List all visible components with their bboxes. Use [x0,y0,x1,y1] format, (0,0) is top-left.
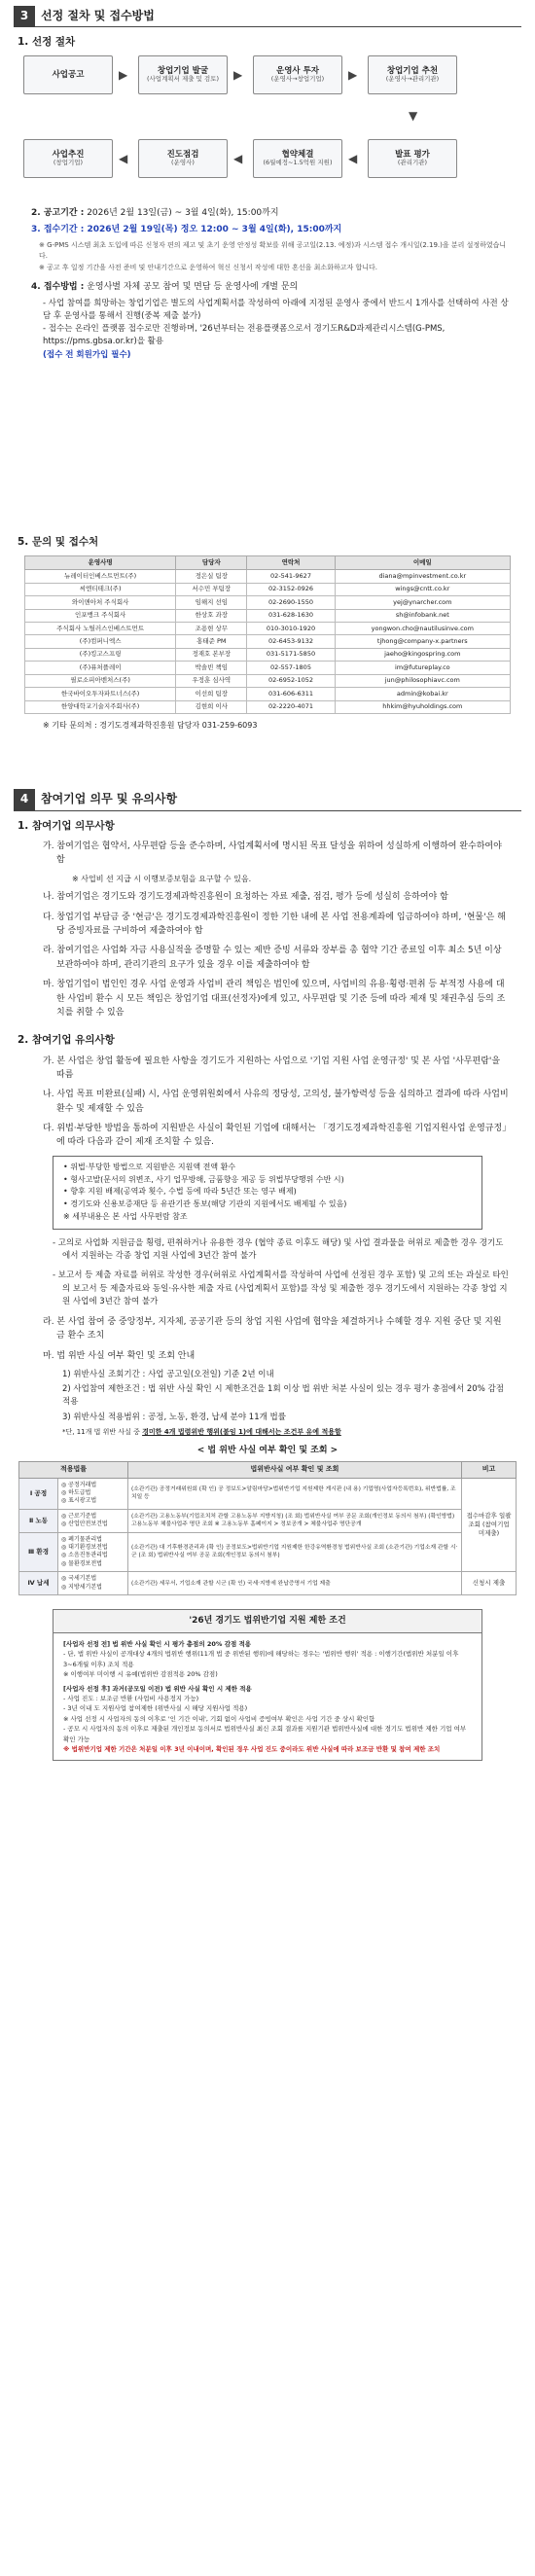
table-cell: 홍태준 PM [176,635,247,648]
flow-step: 운영사 투자 (운영사→창업기업) [253,55,342,94]
condition-line: ※ 사업 선정 시 사업자의 동의 이후로 '인 기간 이내', 기회 없이 사업비 증빙여부 확인은 사업 기간 중 상시 확인함 [63,1714,375,1723]
violation-check-table [18,1461,517,1595]
table-cell: 필로소피아벤처스(주) [25,674,176,687]
violation-table-title: < 법 위반 사실 여부 확인 및 조회 > [196,1445,339,1455]
numbered-item: 2) 사업참여 제한조건 : 법 위반 사실 확인 시 제한조건을 1회 이상 법 위반 처분 사실이 있는 경우 평가 총점에서 20% 감점 적용 [62,1384,504,1408]
table-row [25,648,511,661]
table-cell: 와이앤아처 주식회사 [25,596,176,609]
arrow-right-icon: ▶ [233,68,243,83]
table-cell: 02-3152-0926 [247,583,335,595]
column-header: 연락처 [247,555,335,569]
arrow-left-icon: ◀ [348,152,358,166]
column-header: 법위반사실 여부 확인 및 조회 [128,1461,462,1478]
condition-line: ※ 법위반기업 제한 기간은 처분일 이후 3년 이내이며, 확인된 경우 사업 진도 중이라도 위반 사실에 따라 보조금 반환 및 참여 제한 조치 [63,1744,441,1753]
table-cell: 031-606-6311 [247,688,335,700]
table-cell: 02-557-1805 [247,662,335,674]
contact-section-title: 5. 문의 및 접수처 [18,535,99,548]
sanction-line: ※ 세부내용은 본 사업 사무편람 참조 [63,1212,188,1222]
submission-period: 3. 접수기간 : 2026년 2월 19일(목) 정오 12:00 ~ 3월 4일(화), 15:00까지 [31,225,342,235]
table-cell: 김현희 이사 [176,700,247,713]
table-cell: 한양대학교기술지주회사(주) [25,700,176,713]
condition-line: - 사업 진도 : 보조금 반환 (사업비 사용정지 가능) [63,1694,199,1702]
table-header-row [25,555,511,569]
numbered-item: 1) 위반사실 조회기간 : 사업 공고일(오전일) 기준 2년 이내 [62,1370,274,1379]
sanction-line: • 형사고발(문서의 위변조, 사기 업무방해, 금품향응 제공 등 위법부당행위 수반 시) [63,1174,344,1184]
table-row [25,583,511,595]
table-row [25,570,511,583]
table-cell: 02-6952-1052 [247,674,335,687]
table-cell: 031-628-1630 [247,609,335,622]
condition-line: [사업자 선정 전] 법 위반 사실 확인 시 평가 총점의 20% 감점 적용 [63,1640,252,1649]
table-cell: (주)킹고스프링 [25,648,176,661]
submission-method: 4. 접수방법 : 운영사별 자체 공모 참여 및 면담 등 운영사에 개별 문의 [31,281,299,292]
condition-line: [사업자 선정 후] 과거(공모일 이전) 법 위반 사실 확인 시 제한 적용 [63,1684,252,1693]
flow-step: 협약체결 (6월예정~1.5억원 지원) [253,139,342,178]
table-cell: im@futureplay.co [335,662,510,674]
arrow-right-icon: ▶ [348,68,358,83]
table-cell: admin@kobai.kr [335,688,510,700]
table-cell: (주)컴퍼니엑스 [25,635,176,648]
category-cell: Ⅲ 환경 [19,1532,58,1572]
table-cell: 서수민 부팀장 [176,583,247,595]
table-cell: 조용현 상무 [176,623,247,635]
list-item: 마. 법 위반 사실 여부 확인 및 조회 안내 [43,1350,196,1361]
condition-line: - 단, 법 위반 사실이 공개대상 4개의 법위반 행위(11개 법 중 위반된 행위)에 해당하는 경우는 '법위반 행위' 적용 : 이행기간(법위반 처분일 이후 3~6개월 이후) 조치 적용 [63,1650,459,1668]
remark-cell: 신청시 제출 [462,1572,517,1595]
table-cell: 이선희 팀장 [176,688,247,700]
table-cell: 02-2220-4071 [247,700,335,713]
method-detail: - 접수는 온라인 플랫폼 접수로만 진행하며, '26년부터는 전용플랫폼으로서 경기도R&D과제관리시스템(G-PMS, https://pms.gbsa.or.kr)을 활용 [43,324,446,347]
flow-step: 사업추진 (창업기업) [23,139,113,178]
category-cell: Ⅱ 노동 [19,1509,58,1532]
subsection-cautions: 2. 참여기업 유의사항 [18,1034,115,1047]
arrow-down-icon: ▼ [409,109,418,124]
table-row [19,1478,517,1509]
law-list: ◎ 국세기본법 ◎ 지방세기본법 [58,1572,128,1595]
restriction-conditions-title: '26년 경기도 법위반기업 지원 제한 조건 [53,1609,482,1632]
table-cell: 010-3010-1920 [247,623,335,635]
arrow-left-icon: ◀ [233,152,243,166]
column-header: 이메일 [335,555,510,569]
list-item: 마. 창업기업이 법인인 경우 사업 운영과 사업비 관리 책임은 법인에 있으며, 사업비의 유용·횡령·편취 등 부적정 사용에 대한 사업비 환수 시 모든 책임은 창업기업 대표(선정자)에게 있고, 사무편람 및 기준 등에 따라 제재 및 채권추심 등의 조치를 취할 수 있음 [43,980,506,1018]
list-item: 다. 창업기업 부담금 중 '현금'은 경기도경제과학진흥원이 정한 기한 내에 본 사업 전용계좌에 입금하여야 하며, '현물'은 해당 증빙자료를 구비하여 제출하여야 함 [43,912,506,936]
sanction-line: • 위법·부당한 방법으로 지원받은 지원액 전액 환수 [63,1162,236,1171]
flow-step: 창업기업 추천 (운영사→관리기관) [368,55,457,94]
section-title: 선정 절차 및 접수방법 [41,8,155,22]
table-cell: sh@infobank.net [335,609,510,622]
table-cell: (주)퓨처플레이 [25,662,176,674]
period-note: ※ G-PMS 시스템 최초 도입에 따른 신청자 편의 제고 및 초기 운영 안정성 확보를 위해 공고일(2.13. 예정)과 시스템 접수 개시일(2.19.)을 분리 설정하였습니다. [39,241,507,260]
table-row [25,674,511,687]
list-item: 다. 위법·부당한 방법을 통하여 지원받은 사실이 확인된 기업에 대해서는 「경기도경제과학진흥원 기업지원사업 운영규정」에 따라 다음과 같이 제재 조치할 수 있음. [43,1124,507,1148]
table-cell: 한상호 과장 [176,609,247,622]
table-cell: yongwon.cho@nautilusinve.com [335,623,510,635]
remark-cell: 접수마감후 일괄조회 (참여기업 미제출) [462,1478,517,1572]
category-cell: Ⅳ 납세 [19,1572,58,1595]
table-cell: diana@mpinvestment.co.kr [335,570,510,583]
list-item: 가. 참여기업은 협약서, 사무편람 등을 준수하며, 사업계획서에 명시된 목표 달성을 위하여 성실하게 이행하여 완수하여야 함 [43,841,502,866]
table-cell: 02-541-9627 [247,570,335,583]
table-row [25,700,511,713]
list-item: 나. 참여기업은 경기도와 경기도경제과학진흥원이 요청하는 자료 제출, 점검, 평가 등에 성실히 응하여야 함 [43,892,448,903]
table-cell: 씨엔티테크(주) [25,583,176,595]
list-item: 가. 본 사업은 창업 활동에 필요한 사항을 경기도가 지원하는 사업으로 '기업 지원 사업 운영규정' 및 본 사업 '사무편람'을 따름 [43,1055,501,1080]
table-row [25,635,511,648]
contact-table [24,555,511,714]
table-row [25,596,511,609]
numbered-item: 3) 위반사실 적용범위 : 공정, 노동, 환경, 납세 분야 11개 법률 [62,1412,286,1422]
table-row [19,1572,517,1595]
column-header: 담당자 [176,555,247,569]
column-header: 적용법률 [19,1461,128,1478]
table-cell: 임해지 선임 [176,596,247,609]
check-method: (소관기관) 대 기후환경관리과 (확 인) 공정보도>법위반기업 지원제한 한강유역환경청 법위반사실 조회 (소관기관) 기업소재 관할 시·군 (조 회) 법위반사실 여부 공문 조회(개인정보 동의서 첨부) [128,1532,462,1572]
table-row [25,662,511,674]
column-header: 운영사명 [25,555,176,569]
flow-step: 사업공고 [23,55,113,94]
table-row [25,609,511,622]
table-cell: 한국바이오투자파트너스(주) [25,688,176,700]
restriction-item: - 보고서 등 제출 자료를 허위로 작성한 경우(허위로 사업계획서를 작성하여 사업에 선정된 경우 포함) 및 고의 또는 과실로 타인의 보고서 등 제출자료와 동일·유사한 제출 자료 (사업계획서 포함)를 작성 및 제출한 경우 경기도에서 지원하는 각종 창업 지원 사업에 3년간 참여 불가 [53,1270,509,1307]
section-3-header [14,6,521,27]
table-cell: 02-2690-1550 [247,596,335,609]
table-cell: 뉴레이터인베스트먼트(주) [25,570,176,583]
table-cell: jaeho@kingospring.com [335,648,510,661]
table-row [25,688,511,700]
section-number: 3 [14,6,35,27]
table-row [19,1532,517,1572]
list-item: 나. 사업 목표 미완료(실패) 시, 사업 운영위원회에서 사유의 정당성, 고의성, 불가항력성 등을 심의하고 결과에 따라 사업비 환수 및 제재할 수 있음 [43,1090,509,1114]
method-detail: - 사업 참여를 희망하는 창업기업은 별도의 사업계획서를 작성하여 아래에 지정된 운영사 중에서 반드시 1개사를 선택하여 사전 상담 후 운영사를 통해서 진행(중복 제출 불가) [43,298,509,322]
arrow-right-icon: ▶ [119,68,128,83]
restriction-conditions-box [53,1632,482,1761]
table-row [25,623,511,635]
flow-step: 진도점검 (운영사) [138,139,228,178]
exemption-footnote: *단, 11개 법 위반 사실 중 경미한 4개 법령위반 행위(붙임 1)에 대해서는 조건부 유예 적용함 [62,1427,341,1436]
list-item: 라. 본 사업 참여 중 중앙정부, 지자체, 공공기관 등의 창업 지원 사업에 협약을 체결하거나 수혜할 경우 지원 중단 및 지원금 환수 조치 [43,1316,502,1342]
list-note: ※ 사업비 선 지급 시 이행보증보험을 요구할 수 있음. [72,874,252,883]
table-cell: hhkim@hyuholdings.com [335,700,510,713]
sanction-line: • 향후 지원 배제(공역과 횟수, 수법 등에 따라 5년간 또는 영구 배제) [63,1187,297,1197]
flow-step: 창업기업 발굴 (사업계획서 제출 및 검토) [138,55,228,94]
check-method: (소관기관) 세무서, 기업소재 관할 시군 (확 인) 국세·지방세 완납증명서 기업 제출 [128,1572,462,1595]
table-row [19,1509,517,1532]
condition-line: - 3년 이내 도 지원사업 참여제한 (위반사실 시 해당 지원사업 적용) [63,1704,248,1713]
law-list: ◎ 폐기물관리법 ◎ 대기환경보전법 ◎ 소음진동관리법 ◎ 물환경보전법 [58,1532,128,1572]
condition-line: ※ 이행여부 미이행 시 유예(법위반 감점적용 20% 감점) [63,1670,218,1679]
procedure-flow-diagram [23,55,512,201]
table-cell: 정은실 팀장 [176,570,247,583]
table-cell: wings@cntt.co.kr [335,583,510,595]
table-cell: 우정훈 심사역 [176,674,247,687]
column-header: 비고 [462,1461,517,1478]
period-note: ※ 공고 후 일정 기간을 사전 준비 및 안내기간으로 운영하여 혁신 신청서 작성에 대한 혼선을 최소화하고자 합니다. [39,264,377,272]
category-cell: Ⅰ 공정 [19,1478,58,1509]
section-title: 참여기업 의무 및 유의사항 [41,792,178,806]
table-cell: jun@philosophiavc.com [335,674,510,687]
signup-required-note: (접수 전 회원가입 필수) [43,349,131,360]
table-cell: 박솔빈 책임 [176,662,247,674]
table-cell: yej@ynarcher.com [335,596,510,609]
law-list: ◎ 공정거래법 ◎ 하도급법 ◎ 표시광고법 [58,1478,128,1509]
table-cell: 031-5171-5850 [247,648,335,661]
condition-line: - 공모 시 사업자의 동의 이후로 제출된 개인정보 동의서로 법위반사실 최신 조회 결과를 지원기관 법위반사실에 대한 경기도 법위반 제한 기업 여부 확인 가능 [63,1725,467,1743]
subsection-selection-procedure: 1. 선정 절차 [18,36,76,48]
restriction-item: - 고의로 사업화 지원금을 횡령, 편취하거나 유용한 경우 (협약 종료 이후도 해당) 및 사업 결과물을 허위로 제출한 경우 경기도에서 지원하는 각종 창업 지원 사업에 3년간 참여 불가 [53,1237,504,1262]
subsection-obligations: 1. 참여기업 의무사항 [18,819,115,832]
law-list: ◎ 근로기준법 ◎ 산업안전보건법 [58,1509,128,1532]
announcement-period: 2. 공고기간 : 2026년 2월 13일(금) ~ 3월 4일(화), 15:00까지 [31,208,279,219]
table-cell: tjhong@company-x.partners [335,635,510,648]
table-cell: 주식회사 노틸러스인베스트먼트 [25,623,176,635]
table-cell: 02-6453-9132 [247,635,335,648]
table-header-row [19,1461,517,1478]
sanctions-box [53,1156,482,1230]
check-method: (소관기관) 고용노동부(기업조치처 관할 고용노동부 지방지청) (조 회) 법위반사실 여부 공문 조회(개인정보 동의서 첨부) (확인방법) 고용노동부 체불사업주 명단 조회 ※ 고용노동부 홈페이지 > 정보공개 > 체불사업주 명단공개 [128,1509,462,1532]
arrow-left-icon: ◀ [119,152,128,166]
table-cell: 인포뱅크 주식회사 [25,609,176,622]
check-method: (소관기관) 공정거래위원회 (확 인) 공 정보도>알림마당>법위반기업 지원제한 게시판 (내 용) 기업명(사업자등록번호), 위반법률, 조치일 등 [128,1478,462,1509]
section-4-header [14,790,521,811]
flow-step: 발표 평가 (관리기관) [368,139,457,178]
contact-note: ※ 기타 문의처 : 경기도경제과학진흥원 담당자 031-259-6093 [43,721,258,730]
section-number: 4 [14,789,35,810]
table-cell: 정재호 본부장 [176,648,247,661]
list-item: 라. 참여기업은 사업화 자금 사용실적을 증명할 수 있는 제반 증빙 서류와 장부를 총 협약 기간 종료일 이후 최소 5년 이상 보관하여야 하며, 관리기관의 요구가 있을 경우 이를 제출하여야 함 [43,946,502,970]
sanction-line: • 경기도와 신용보증재단 등 유관기관 통보(해당 기관의 지원에서도 배제될 수 있음) [63,1199,347,1209]
